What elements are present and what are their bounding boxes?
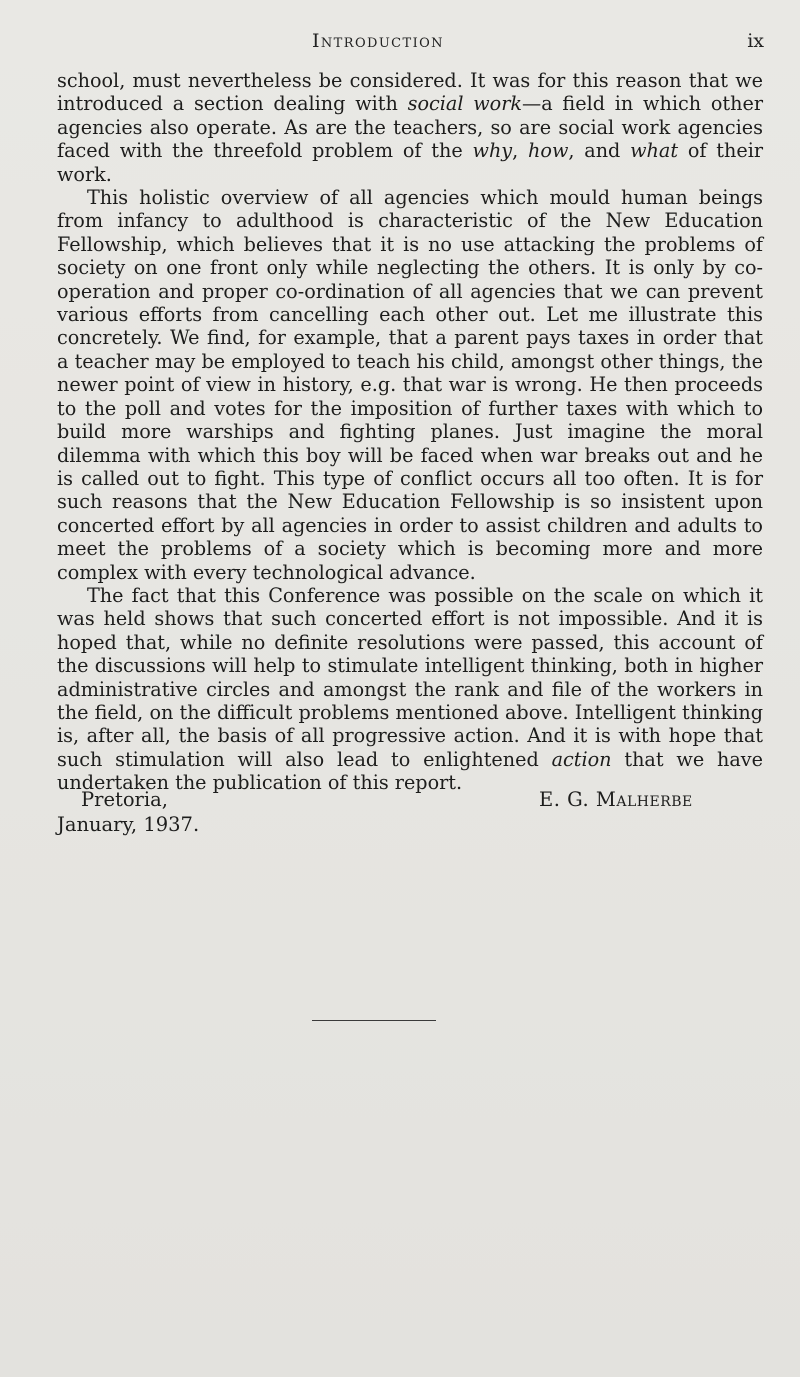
emphasis-how: how [528,139,569,163]
running-header [56,22,766,54]
emphasis-what: what [630,139,679,163]
paragraph-2: This holistic overview of all agencies which mould human beings from infancy to adulthood is characteristic of the New Education Fellowship, which believes that it is no use attacking the problems of society on one front only while neglecting the others. It is only by co-operation and proper co-ordination of all agencies that we can prevent various efforts from cancelling each other out. Let me illustrate this concretely. We find, for example, that a parent pays taxes in order that a teacher may be employed to teach his child, amongst other things, the newer point of view in history, e.g. that war is wrong. He then proceeds to the poll and votes for the imposition of further taxes with which to build more warships and fighting planes. Just imagine the moral dilemma with which this boy will be faced when war breaks out and he is called out to fight. This type of conflict occurs all too often. It is for such reasons that the New Education Fellowship is so insistent upon concerted effort by all agencies in order to assist children and adults to meet the problems of a society which is becoming more and more complex with every technological advance. [57,186,763,584]
signature-date: January, 1937. [57,813,200,836]
emphasis-social-work: social work [407,92,523,116]
paragraph-1-text-e: , [512,139,529,163]
emphasis-why: why [472,139,513,163]
emphasis-action: action [551,747,612,771]
paragraph-1-text-i: of their work. [57,139,764,186]
paragraph-3-text-a: The fact that this Conference was possible on the scale on which it was held shows that such concerted effort is not impossible. And it is hoped that, while no definite resolutions were passed, this account of the discussions will help to stimulate intelligent thinking, both in higher administrative circles and amongst the rank and file of the workers in the field, on the difficult problems mentioned above. Intelligent thinking is, after all, the basis of all progressive action. And it is with hope that such stimulation will also lead to enlightened [57,583,763,771]
paragraph-1-text-c: —a field in which other agencies also operate. As are the teachers, so are social work agencies faced with the threefold problem of the [57,92,764,163]
paragraph-1-text-g: , and [568,139,631,163]
paragraph-3-text-c: that we have undertaken the publication of this report. [57,747,763,795]
running-title: Introduction [312,30,444,52]
body-text [57,69,763,795]
signature-place: Pretoria, [81,788,168,811]
paragraph-3 [57,584,763,795]
section-divider-rule [312,1020,436,1021]
page-number: ix [747,30,764,52]
paragraph-1-text-a: school, must nevertheless be considered. It was for this reason that we introduced a section dealing with [57,69,763,116]
signature-author: E. G. Malherbe [539,788,693,811]
paragraph-1 [57,69,763,186]
